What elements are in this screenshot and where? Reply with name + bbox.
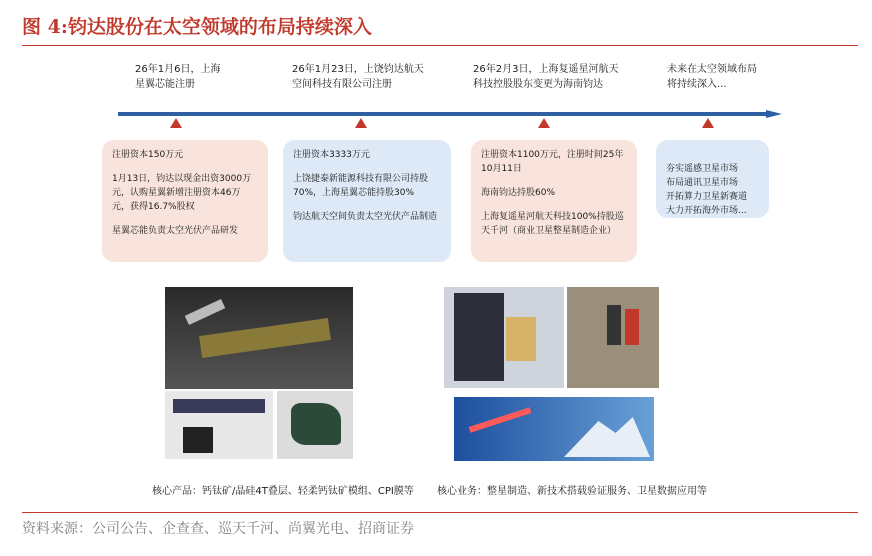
detail-text: 上海复遥星河航天科技100%持股巡天千河（商业卫星整星制造企业） — [481, 212, 624, 236]
beam-shape — [469, 407, 532, 432]
event-line: 空间科技有限公司注册 — [292, 79, 392, 90]
timeline-marker-2 — [355, 118, 367, 128]
detail-text: 1月13日，钧达以现金出资3000万元，认购星翼新增注册资本46万元，获得16.7%股权 — [112, 174, 252, 212]
source-note: 资料来源：公司公告、企查查、巡天千河、尚翼光电、招商证券 — [22, 521, 414, 537]
mountain-shape — [564, 417, 650, 457]
business-photo-field-work — [567, 287, 659, 388]
detail-box-1 — [102, 140, 268, 262]
timeline-event-4 — [667, 62, 757, 92]
business-photo-satellite — [444, 287, 564, 388]
source-rule — [22, 512, 858, 513]
panel-shape — [183, 427, 213, 453]
product-photo-curved-film — [277, 391, 353, 459]
detail-text: 注册资本1100万元，注册时间25年10月11日 — [481, 150, 624, 174]
detail-text: 注册资本3333万元 — [293, 150, 370, 160]
timeline-event-3 — [473, 62, 618, 92]
figure-title: 图 4:钧达股份在太空领域的布局持续深入 — [22, 16, 372, 38]
detail-text: 夯实遥感卫星市场 布局通讯卫星市场 开拓算力卫星新赛道 大力开拓海外市场... — [666, 164, 748, 216]
tripod-shape — [607, 305, 621, 345]
detail-text: 海南钧达持股60% — [481, 188, 556, 198]
timeline-marker-1 — [170, 118, 182, 128]
timeline-axis-arrow — [118, 110, 782, 118]
solar-film-shape — [199, 318, 331, 358]
event-line: 将持续深入... — [667, 79, 727, 90]
axis-line — [118, 112, 768, 116]
left-photo-caption: 核心产品：钙钛矿/晶硅4T叠层、轻柔钙钛矿模组、CPI膜等 — [152, 486, 414, 497]
panel-shape — [173, 399, 265, 413]
title-rule — [22, 45, 858, 46]
timeline-marker-4 — [702, 118, 714, 128]
business-photo-remote-sensing — [454, 397, 654, 461]
detail-text: 注册资本150万元 — [112, 150, 184, 160]
event-line: 26年2月3日，上海复遥星河航天 — [473, 64, 619, 75]
detail-box-4 — [656, 140, 769, 218]
timeline-event-2 — [292, 62, 424, 92]
product-photo-modules — [165, 287, 353, 389]
solar-wing-shape — [454, 293, 504, 381]
detail-text: 上饶捷泰新能源科技有限公司持股70%，上海星翼芯能持股30% — [293, 174, 429, 198]
detail-text: 星翼芯能负责太空光伏产品研发 — [112, 226, 239, 236]
timeline-marker-3 — [538, 118, 550, 128]
right-photo-caption: 核心业务：整星制造、新技术搭载验证服务、卫星数据应用等 — [437, 486, 707, 497]
detail-box-2 — [283, 140, 451, 262]
event-line: 26年1月6日，上海 — [135, 64, 221, 75]
event-line: 星翼芯能注册 — [135, 79, 195, 90]
detail-text: 钧达航天空间负责太空光伏产品制造 — [293, 212, 438, 222]
product-photo-flexible-panel — [165, 391, 273, 459]
person-shape — [625, 309, 639, 345]
event-line: 科技控股股东变更为海南钧达 — [473, 79, 603, 90]
satellite-body-shape — [506, 317, 536, 361]
module-strip-shape — [185, 299, 225, 325]
film-shape — [291, 403, 341, 445]
event-line: 26年1月23日，上饶钧达航天 — [292, 64, 424, 75]
axis-arrowhead — [766, 110, 782, 118]
event-line: 未来在太空领域布局 — [667, 64, 757, 75]
timeline-event-1 — [135, 62, 220, 92]
detail-box-3 — [471, 140, 637, 262]
